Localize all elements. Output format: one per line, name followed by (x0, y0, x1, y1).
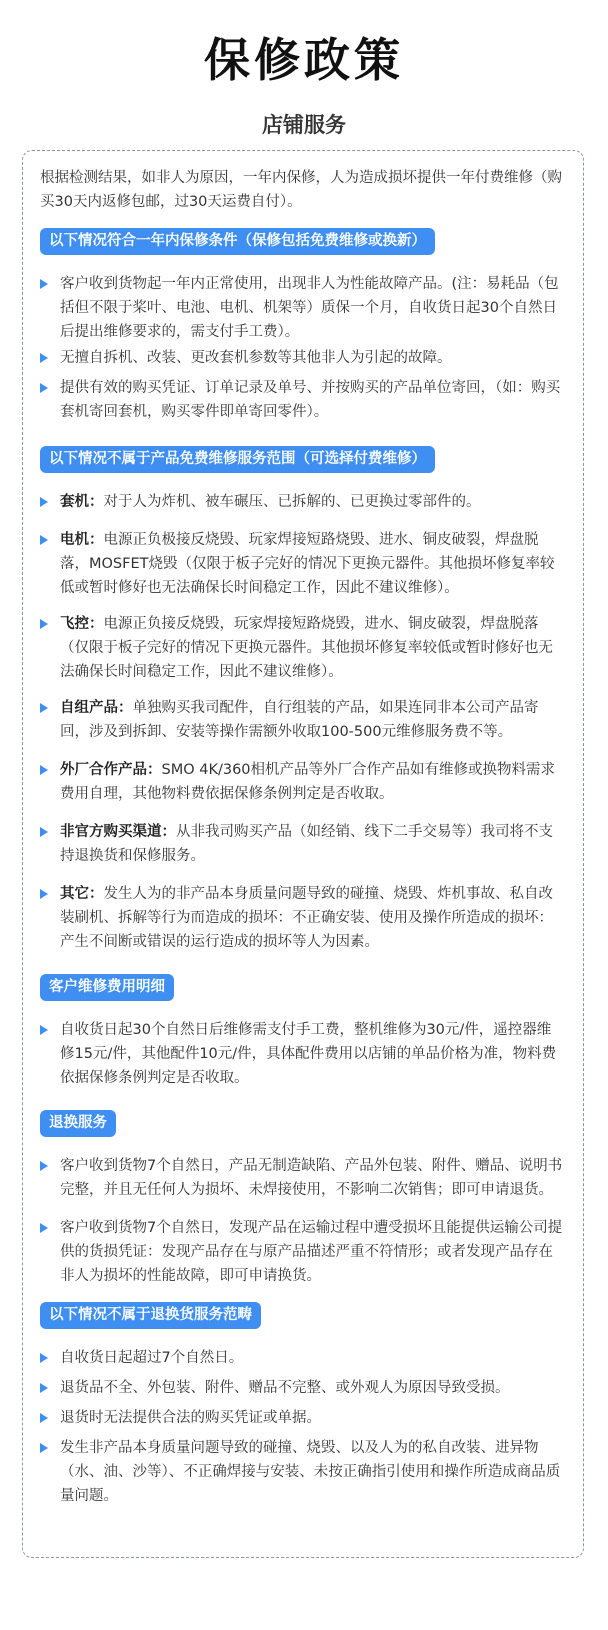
list-item (40, 272, 564, 344)
item-body: 退货品不全、外包装、附件、赠品不完整、或外观人为原因导致受损。 (60, 1380, 510, 1396)
list-item (40, 1436, 564, 1508)
item-label: 外厂合作产品： (60, 762, 162, 778)
item-body: 提供有效的购买凭证、订单记录及单号、并按购买的产品单位寄回，（如：购买套机寄回套机，购买零件即单寄回零件）。 (60, 380, 561, 420)
triangle-bullet-icon (40, 535, 48, 545)
list-item (40, 490, 564, 514)
item-text (60, 882, 564, 954)
item-label: 非官方购买渠道： (60, 824, 176, 840)
intro-text: 根据检测结果，如非人为原因，一年内保修，人为造成损坏提供一年付费维修（购买30天内返修包邮，过30天运费自付）。 (40, 170, 562, 210)
item-text (60, 1154, 564, 1202)
item-text (60, 1018, 564, 1090)
item-text (60, 346, 564, 370)
triangle-bullet-icon (40, 765, 48, 775)
item-text (60, 1346, 564, 1370)
item-body: 自收货日起超过7个自然日。 (60, 1350, 244, 1366)
triangle-bullet-icon (40, 703, 48, 713)
triangle-bullet-icon (40, 1413, 48, 1423)
item-body: 电源正负极接反烧毁、玩家焊接短路烧毁、进水、铜皮破裂，焊盘脱落，MOSFET烧毁（仅限于板子完好的情况下更换元器件。其他损坏修复率较低或暂时修好也无法确保长时间稳定工作，因此不建议维修）。 (60, 532, 555, 596)
list-item (40, 376, 564, 424)
item-body: 从非我司购买产品（如经销、线下二手交易等）我司将不支持退换货和保修服务。 (60, 824, 553, 864)
item-label: 自组产品： (60, 700, 133, 716)
list-item (40, 528, 564, 600)
item-text (60, 1216, 564, 1288)
item-label: 套机： (60, 494, 104, 510)
item-text (60, 1376, 564, 1400)
item-body: 单独购买我司配件，自行组装的产品，如果连同非本公司产品寄回，涉及到拆卸、安装等操作需额外收取100-500元维修服务费不等。 (60, 700, 539, 740)
list-item (40, 882, 564, 954)
triangle-bullet-icon (40, 889, 48, 899)
list-item (40, 1216, 564, 1288)
item-text (60, 758, 564, 806)
item-body: 客户收到货物起一年内正常使用，出现非人为性能故障产品。(注：易耗品（包括但不限于桨叶、电池、电机、机架等）质保一个月，自收货日起30个自然日后提出维修要求的，需支付手工费）。 (60, 276, 559, 340)
item-text (60, 820, 564, 868)
list-item (40, 1376, 564, 1400)
triangle-bullet-icon (40, 1443, 48, 1453)
item-body: SMO 4K/360相机产品等外厂合作产品如有维修或换物料需求费用自理，其他物料费依据保修条例判定是否收取。 (60, 762, 556, 802)
item-text (60, 1406, 564, 1430)
item-label: 其它： (60, 886, 104, 902)
item-body: 对于人为炸机、被车碾压、已拆解的、已更换过零部件的。 (103, 494, 481, 510)
item-body: 自收货日起30个自然日后维修需支付手工费，整机维修为30元/件，遥控器维修15元/件，其他配件10元/件，具体配件费用以店铺的单品价格为准，物料费依据保修条例判定是否收取。 (60, 1022, 557, 1086)
page-subtitle: 店铺服务 (262, 113, 346, 137)
triangle-bullet-icon (40, 1383, 48, 1393)
section-heading-paid-repair: 以下情况不属于产品免费维修服务范围（可选择付费维修） (40, 446, 435, 473)
item-body: 发生非产品本身质量问题导致的碰撞、烧毁、以及人为的私自改装、进异物（水、油、沙等）、不正确焊接与安装、未按正确指引使用和操作所造成商品质量问题。 (60, 1440, 561, 1504)
triangle-bullet-icon (40, 1353, 48, 1363)
item-text (60, 696, 564, 744)
list-item (40, 1346, 564, 1370)
triangle-bullet-icon (40, 1161, 48, 1171)
item-body: 客户收到货物7个自然日，产品无制造缺陷、产品外包装、附件、赠品、说明书完整，并且无任何人为损坏、未焊接使用，不影响二次销售；即可申请退货。 (60, 1158, 563, 1198)
list-item (40, 1406, 564, 1430)
item-body: 电源正负接反烧毁，玩家焊接短路烧毁，进水、铜皮破裂，焊盘脱落（仅限于板子完好的情况下更换元器件。其他损坏修复率较低或暂时修好也无法确保长时间稳定工作，因此不建议维修）。 (60, 616, 553, 680)
section-heading-returns: 退换服务 (40, 1110, 116, 1137)
triangle-bullet-icon (40, 279, 48, 289)
item-text (60, 1436, 564, 1508)
item-label: 电机： (60, 532, 104, 548)
list-item (40, 696, 564, 744)
item-body: 发生人为的非产品本身质量问题导致的碰撞、烧毁、炸机事故、私自改装刷机、拆解等行为而造成的损坏：不正确安装、使用及操作所造成的损坏：产生不间断或错误的运行造成的损坏等人为因素。 (60, 886, 553, 950)
item-text (60, 376, 564, 424)
triangle-bullet-icon (40, 1223, 48, 1233)
item-text (60, 272, 564, 344)
item-body: 退货时无法提供合法的购买凭证或单据。 (60, 1410, 321, 1426)
item-body: 客户收到货物7个自然日，发现产品在运输过程中遭受损坏且能提供运输公司提供的货损凭证：发现产品存在与原产品描述严重不符情形；或者发现产品存在非人为损坏的性能故障，即可申请换货。 (60, 1220, 563, 1284)
item-label: 飞控： (60, 616, 104, 632)
item-text (60, 490, 564, 514)
list-item (40, 346, 564, 370)
list-item (40, 758, 564, 806)
item-text (60, 528, 564, 600)
triangle-bullet-icon (40, 353, 48, 363)
section-heading-return-exclusions: 以下情况不属于退换货服务范畴 (40, 1302, 261, 1329)
page-title: 保修政策 (204, 33, 404, 87)
list-item (40, 1018, 564, 1090)
section-heading-warranty: 以下情况符合一年内保修条件（保修包括免费维修或换新） (40, 228, 435, 255)
triangle-bullet-icon (40, 383, 48, 393)
triangle-bullet-icon (40, 497, 48, 507)
list-item (40, 1154, 564, 1202)
list-item (40, 612, 564, 684)
list-item (40, 820, 564, 868)
section-heading-repair-fees: 客户维修费用明细 (40, 974, 174, 1001)
triangle-bullet-icon (40, 619, 48, 629)
triangle-bullet-icon (40, 1025, 48, 1035)
triangle-bullet-icon (40, 827, 48, 837)
item-text (60, 612, 564, 684)
item-body: 无擅自拆机、改装、更改套机参数等其他非人为引起的故障。 (60, 350, 452, 366)
